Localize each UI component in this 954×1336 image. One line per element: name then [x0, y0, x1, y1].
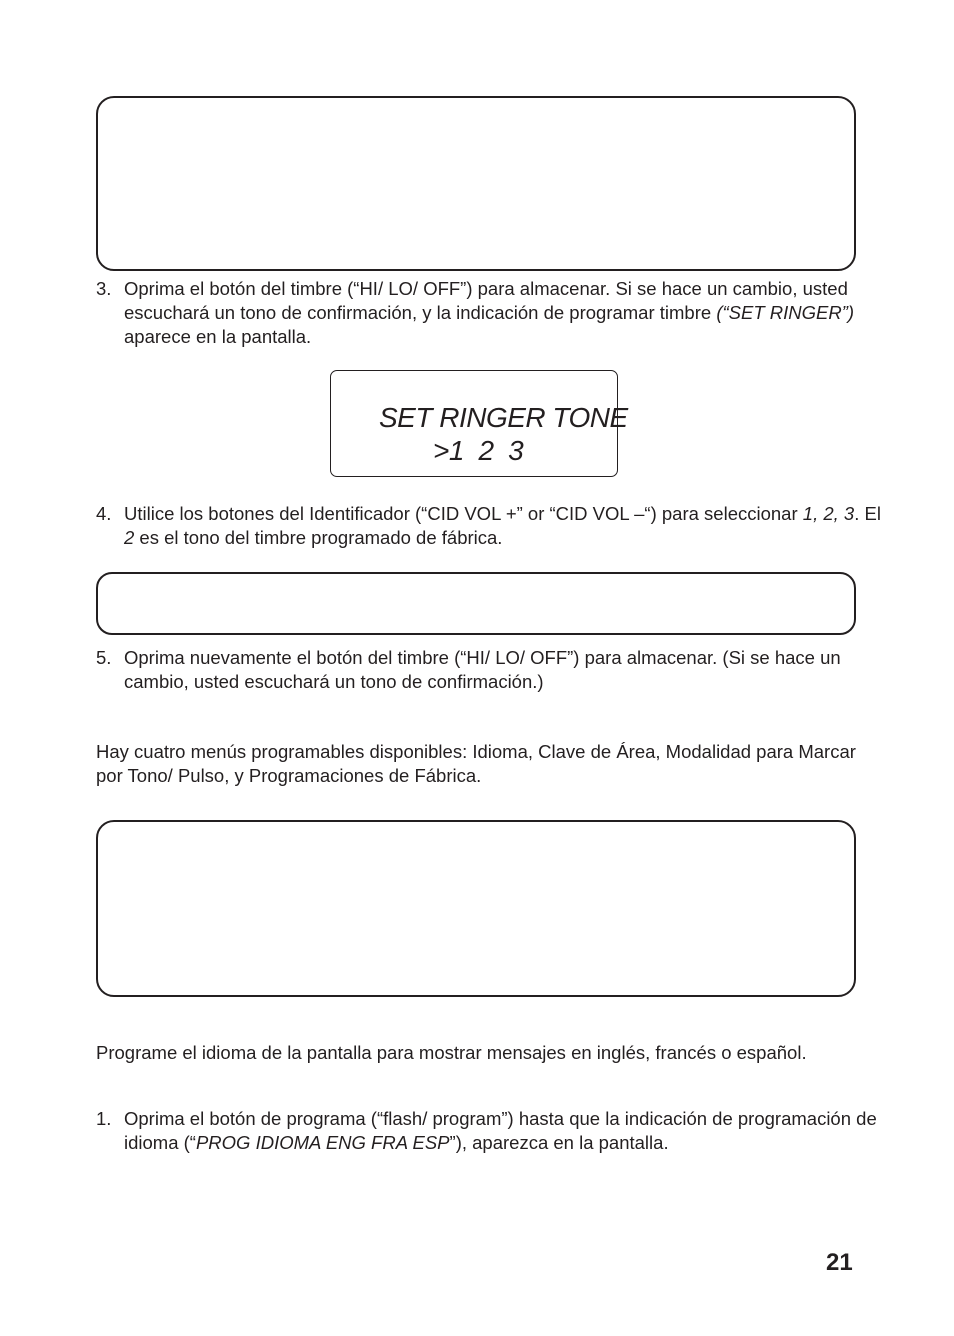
- step-text: es el tono del timbre programado de fábrica.: [134, 527, 503, 548]
- step-text: Oprima nuevamente el botón del timbre (“HI/ LO/ OFF”) para almacenar. (Si se hace un cambio, usted escuchará un tono de confirmación.): [124, 647, 841, 692]
- menus-intro: Hay cuatro menús programables disponibles: Idioma, Clave de Área, Modalidad para Marcar por Tono/ Pulso, y Programaciones de Fábrica.: [96, 741, 856, 786]
- step-number: 5.: [96, 647, 112, 668]
- step-number: 3.: [96, 278, 112, 299]
- note-box-middle: [96, 572, 856, 635]
- step-text: ”), aparezca en la pantalla.: [449, 1132, 669, 1153]
- lcd-line-1: SET RINGER TONE: [379, 402, 628, 433]
- step-text: . El: [854, 503, 881, 524]
- step-emphasis: PROG IDIOMA ENG FRA ESP: [195, 1132, 450, 1153]
- page-number: 21: [826, 1249, 853, 1276]
- step-1: [96, 1107, 894, 1155]
- note-box-bottom: [96, 820, 856, 997]
- lcd-line-2: >1 2 3: [433, 435, 524, 466]
- step-text: Utilice los botones del Identificador (“CID VOL +” or “CID VOL –“) para seleccionar: [124, 503, 803, 524]
- step-3: [96, 277, 894, 349]
- language-intro: Programe el idioma de la pantalla para mostrar mensajes en inglés, francés o español.: [96, 1042, 807, 1063]
- step-text: Oprima el botón de programa (“flash/ program”) hasta que la indicación de programación de idioma (“: [124, 1108, 877, 1153]
- step-4: [96, 502, 894, 550]
- step-number: 1.: [96, 1108, 112, 1129]
- step-text: Oprima el botón del timbre (“HI/ LO/ OFF”) para almacenar. Si se hace un cambio, usted escuchará un tono de confirmación, y la indicación de programar timbre: [124, 278, 848, 323]
- step-emphasis: 2: [124, 527, 135, 548]
- step-emphasis: 1, 2, 3: [802, 503, 855, 524]
- step-text: aparece en la pantalla.: [124, 326, 312, 347]
- step-number: 4.: [96, 503, 112, 524]
- note-box-top: [96, 96, 856, 271]
- lcd-display: [330, 370, 628, 477]
- step-5: [96, 646, 894, 694]
- step-emphasis: (“SET RINGER”): [716, 302, 855, 323]
